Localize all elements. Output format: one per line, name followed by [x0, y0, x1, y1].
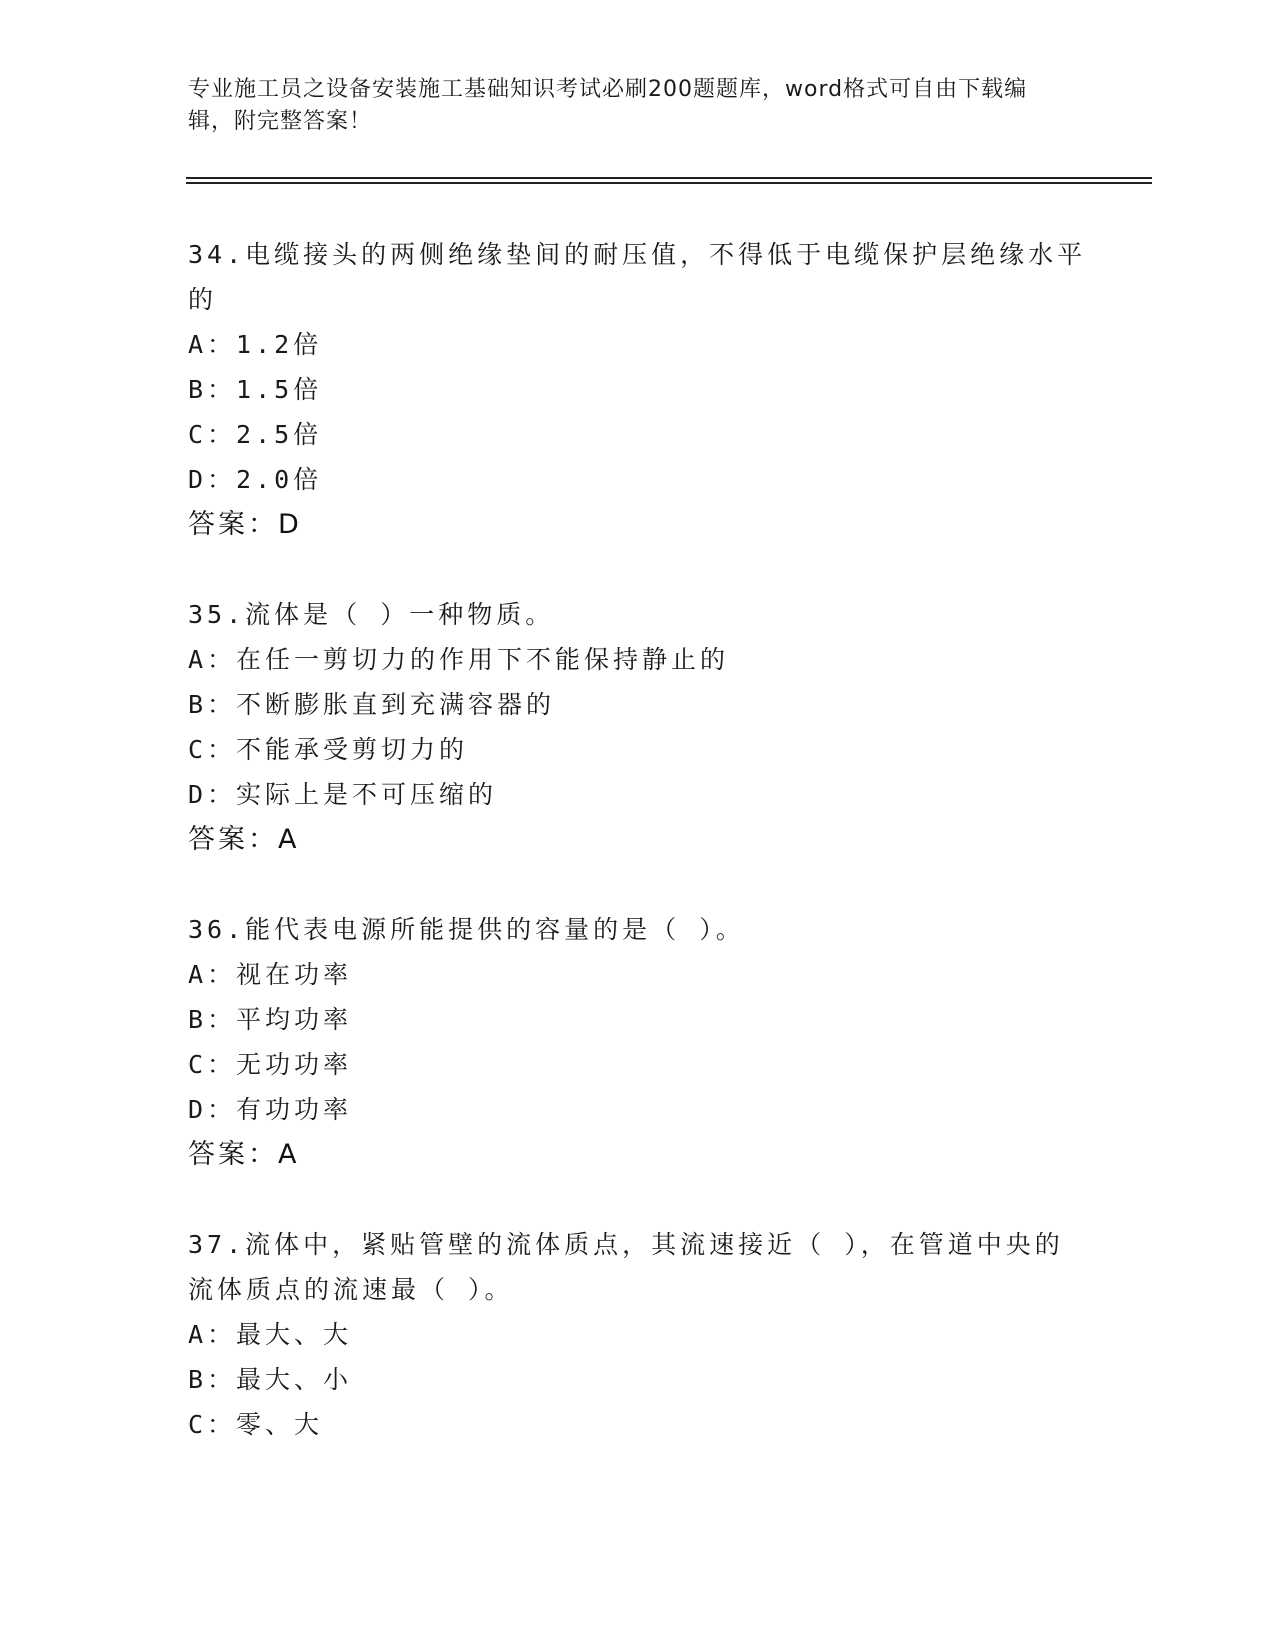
- question-37: [188, 1222, 1088, 1447]
- option-d: D：实际上是不可压缩的: [188, 780, 498, 809]
- option-b: B：平均功率: [188, 1005, 353, 1034]
- question-35: [188, 592, 1088, 863]
- option-c: C：零、大: [188, 1410, 324, 1439]
- option-c: C：无功功率: [188, 1050, 353, 1079]
- question-list: [188, 232, 1088, 1491]
- answer-line: 答案：D: [188, 509, 302, 540]
- option-b: B：1.5倍: [188, 375, 323, 404]
- document-header: [188, 74, 1068, 138]
- question-stem: 35.流体是（ ）一种物质。: [188, 600, 555, 629]
- option-a: A：最大、大: [188, 1320, 353, 1349]
- answer-line: 答案：A: [188, 1139, 300, 1170]
- document-title: 专业施工员之设备安装施工基础知识考试必刷200题题库，word格式可自由下载编辑，附完整答案！: [188, 77, 1028, 134]
- header-divider-bottom: [186, 182, 1152, 184]
- question-stem: 34.电缆接头的两侧绝缘垫间的耐压值，不得低于电缆保护层绝缘水平的: [188, 240, 1087, 314]
- question-34: [188, 232, 1088, 548]
- header-divider-top: [186, 177, 1152, 179]
- question-stem: 36.能代表电源所能提供的容量的是（ ）。: [188, 915, 745, 944]
- question-stem: 37.流体中，紧贴管壁的流体质点，其流速接近（ ），在管道中央的流体质点的流速最（ ）。: [188, 1230, 1064, 1304]
- answer-line: 答案：A: [188, 824, 300, 855]
- option-c: C：不能承受剪切力的: [188, 735, 469, 764]
- option-a: A：在任一剪切力的作用下不能保持静止的: [188, 645, 730, 674]
- option-a: A：视在功率: [188, 960, 353, 989]
- option-a: A：1.2倍: [188, 330, 323, 359]
- question-36: [188, 907, 1088, 1178]
- option-d: D：有功功率: [188, 1095, 353, 1124]
- option-b: B：不断膨胀直到充满容器的: [188, 690, 556, 719]
- option-b: B：最大、小: [188, 1365, 353, 1394]
- option-d: D：2.0倍: [188, 465, 323, 494]
- option-c: C：2.5倍: [188, 420, 323, 449]
